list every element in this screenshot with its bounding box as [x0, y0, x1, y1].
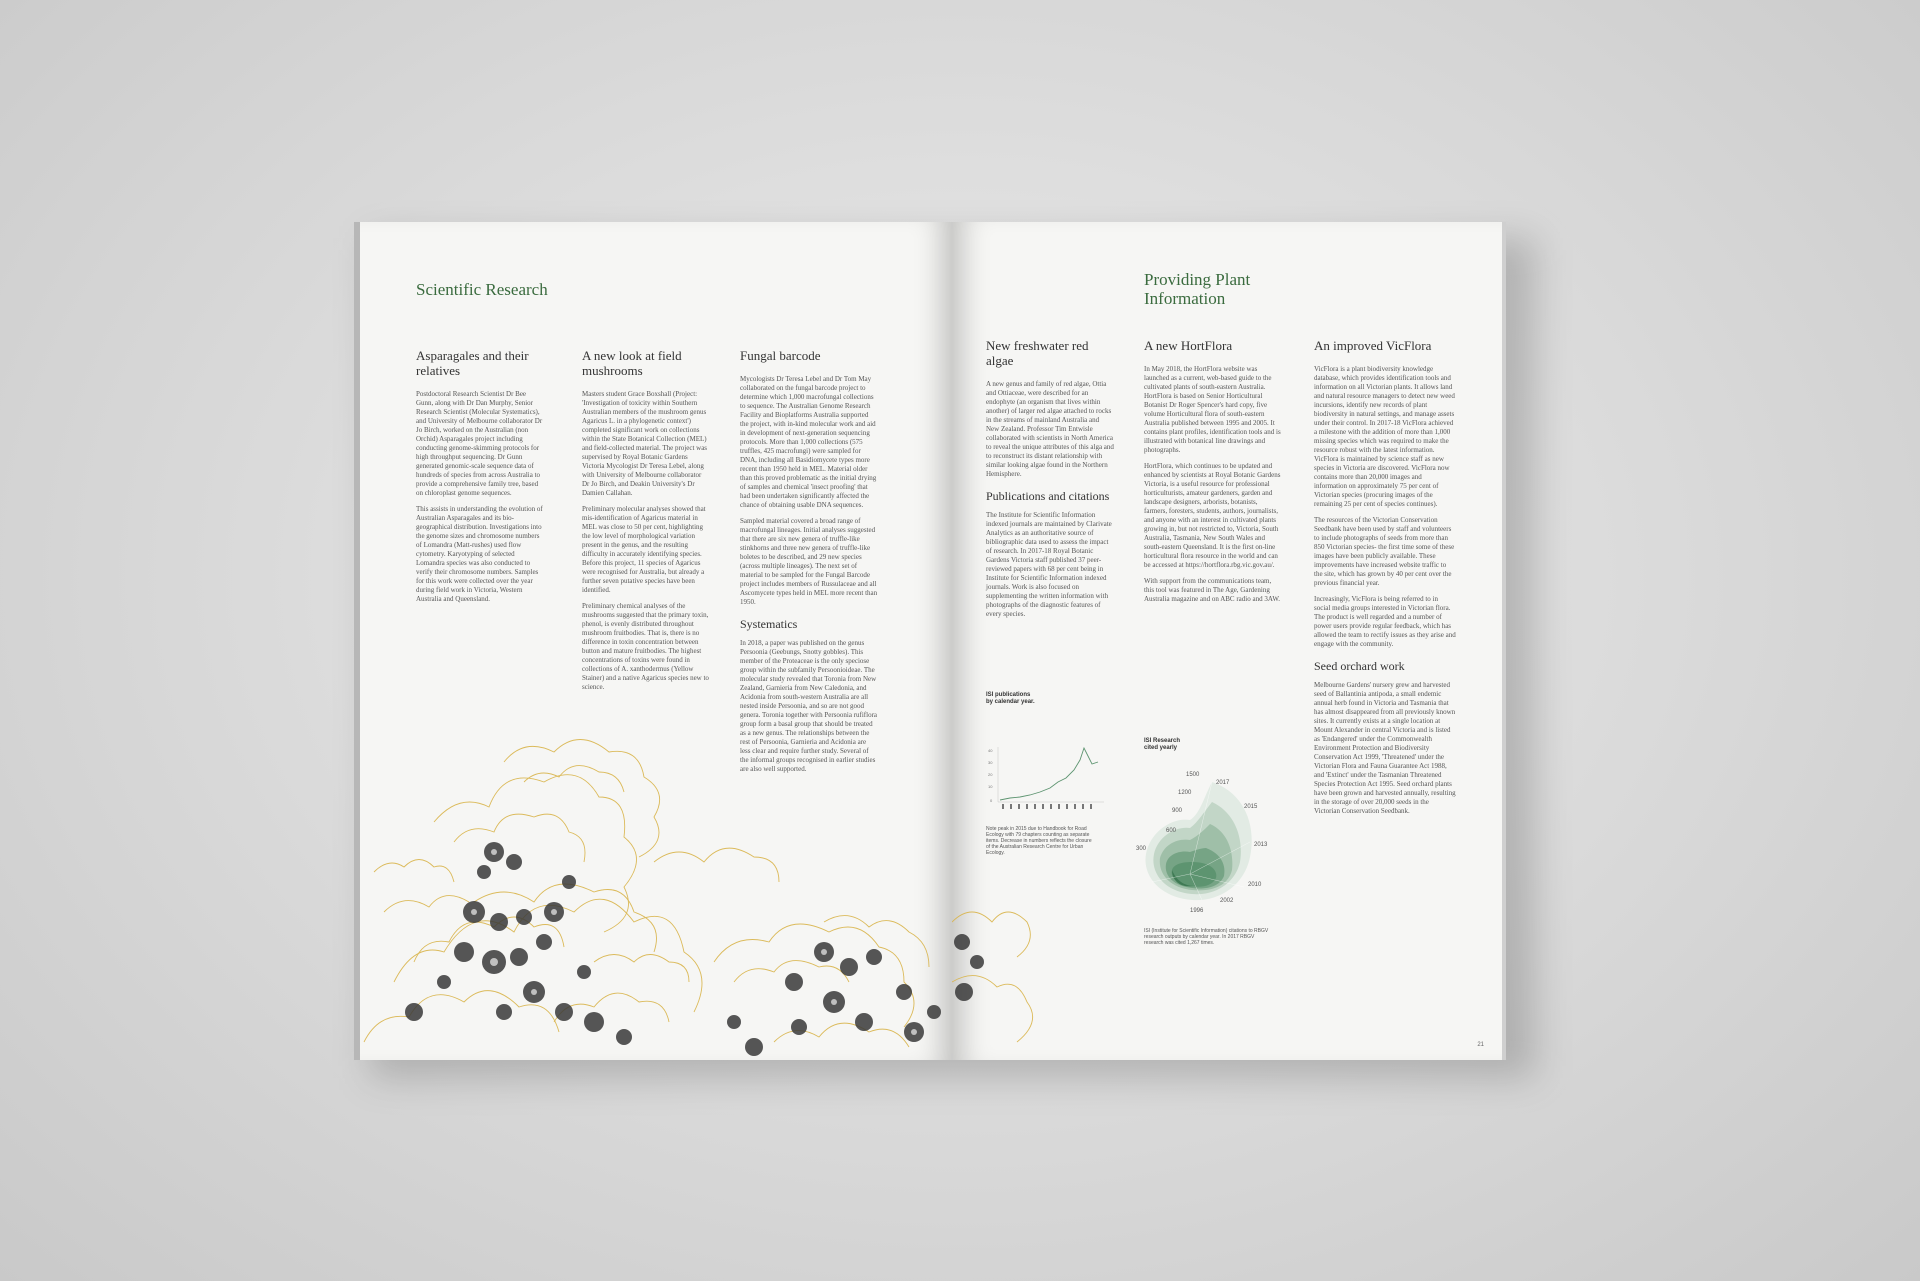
- heading-vicflora: An improved VicFlora: [1314, 338, 1432, 353]
- paragraph: Increasingly, VicFlora is being referred to in social media groups interested in Victorian flora. The product is well regarded and a number of power users provide regular feedback, which has allowed the team to rectify issues as they arise and engage with the community.: [1314, 595, 1456, 648]
- column-hortflora: [1144, 338, 1282, 611]
- heading-fungal-barcode: Fungal barcode: [740, 348, 821, 363]
- column-asparagales: [416, 348, 544, 611]
- paragraph: Melbourne Gardens' nursery grew and harvested seed of Ballantinia antipoda, a small endemic annual herb found in Victoria and Tasmania that has almost disappeared from all previously known sites. It currently exists at a single location at Mount Alexander in central Victoria and is listed as 'Endangered' under the Commonwealth Environment Protection and Biodiversity Conservation Act 1999, 'Threatened' under the Victorian Flora and Fauna Guarantee Act 1988, and 'Extinct' under the Tasmanian Threatened Species Protection Act 1995. Seed orchard plants have been grown and harvested annually, resulting in the storage of over 20,000 seeds in the Victorian Conservation Seedbank.: [1314, 681, 1456, 815]
- svg-text:2015: 2015: [1244, 804, 1258, 810]
- line-chart-x-ticks: [1002, 804, 1092, 809]
- paragraph: VicFlora is a plant biodiversity knowledge database, which provides identification tools and information on all Victorian plants. It allows land and natural resource managers to detect new weed incursions, identify new records of plant biodiversity in natural settings, and manage assets under their control. In 2017-18 VicFlora achieved a milestone with the addition of more than 1,000 missing species which was required to make the resource robust with the latest information. VicFlora is maintained by science staff as new species in Victoria are discovered. VicFlora now contains more than 20,000 images and information on approximately 75 per cent of Victorian species (procuring images of the remaining 25 per cent of species continues).: [1314, 365, 1455, 508]
- spiral-chart-label-line1: ISI Research: [1144, 738, 1181, 744]
- paragraph: A new genus and family of red algae, Ottia and Ottiaceae, were described for an endophyte (an organism that lives within another) of larger red algae attached to rocks in the streams of mainland Australia and New Zealand. Professor Tim Entwisle collaborated with scientists in North America to reveal the unique attributes of this alga and to reconstruct its distant relationship with similar looking algae found in the Northern Hemisphere.: [986, 380, 1114, 478]
- paragraph: Mycologists Dr Teresa Lebel and Dr Tom May collaborated on the fungal barcode project to determine which 1,000 macrofungal collections to sequence. The Australian Genome Research Facility and Bioplatforms Australia supported the project, with in-kind molecular work and aid in development of next-generation sequencing protocols. More than 1,000 collections (575 truffles, 425 macrofungi) were sampled for DNA, including all Basidiomycete types more recent than 1950 held in MEL. Material older than this proved problematic as the initial drying of samples and chemical 'insect proofing' that had been undertaken significantly affected the chance of obtaining usable DNA sequences.: [740, 375, 877, 509]
- spiral-chart-label: [1144, 738, 1180, 752]
- svg-text:900: 900: [1172, 808, 1183, 814]
- spiral-chart-shape: [1145, 782, 1251, 900]
- page-number: 21: [1477, 1042, 1484, 1048]
- heading-red-algae: New freshwater red algae: [986, 338, 1089, 368]
- right-page: [952, 222, 1506, 1060]
- line-chart-series: [1000, 748, 1098, 800]
- paragraph: This assists in understanding the evolution of Australian Asparagales and its bio-geographical distribution. Investigations into the genome sizes and chromosome numbers of Lomandra (Matt-rushes) used flow cytometry. Karyotyping of selected Lomandra species was also conducted to verify their chromosome numbers. Samples for this work were collected over the year during field work in Victoria, Western Australia and Queensland.: [416, 505, 543, 603]
- line-chart-label: [986, 692, 1035, 706]
- svg-text:2002: 2002: [1220, 898, 1234, 904]
- paragraph: Preliminary molecular analyses showed that mis-identification of Agaricus material in MEL was close to 50 per cent, highlighting the low level of morphological variation present in the genus, and the resulting difficulty in accurately identifying species. Before this project, 11 species of Agaricus were recognised for Australia, but already a further seven putative species have been identified.: [582, 505, 706, 594]
- line-chart: [986, 742, 1106, 822]
- column-fungal-barcode: [740, 348, 878, 781]
- line-chart-label-line1: ISI publications: [986, 692, 1031, 698]
- heading-systematics: Systematics: [740, 617, 798, 631]
- svg-text:600: 600: [1166, 828, 1177, 834]
- svg-text:300: 300: [1136, 846, 1147, 852]
- heading-field-mushrooms: A new look at field mushrooms: [582, 348, 682, 378]
- spiral-chart-label-line2: cited yearly: [1144, 745, 1178, 751]
- heading-publications: Publications and citations: [986, 489, 1110, 503]
- heading-seed-orchard: Seed orchard work: [1314, 659, 1405, 673]
- section-title-line1: Providing Plant: [1144, 270, 1251, 289]
- svg-text:10: 10: [988, 784, 993, 789]
- svg-text:2010: 2010: [1248, 882, 1262, 888]
- section-title-line2: Information: [1144, 289, 1226, 308]
- heading-hortflora: A new HortFlora: [1144, 338, 1233, 353]
- svg-text:1996: 1996: [1190, 908, 1204, 914]
- paragraph: Postdoctoral Research Scientist Dr Bee Gunn, along with Dr Dan Murphy, Senior Research Scientist (Molecular Systematics), and University of Melbourne collaborator Dr Jo Birch, worked on the Australian (non Orchid) Asparagales project including conducting genome-skimming protocols for high throughput sequencing. Dr Gunn generated genomic-scale sequence data of hundreds of species from across Australia to provide a comprehensive family tree, based on chloroplast genome sequences.: [416, 390, 543, 497]
- paragraph: In May 2018, the HortFlora website was launched as a current, web-based guide to the cultivated plants of south-eastern Australia. HortFlora is based on Senior Horticultural Botanist Dr Roger Spencer's hard copy, five volume Horticultural flora of south-eastern Australia published between 1995 and 2005. It contains plant profiles, identification tools and is illustrated with botanical line drawings and photographs.: [1144, 365, 1281, 454]
- left-page: [354, 222, 952, 1060]
- svg-text:30: 30: [988, 760, 993, 765]
- svg-text:2013: 2013: [1254, 842, 1268, 848]
- column-vicflora: [1314, 338, 1456, 823]
- spiral-chart: [1132, 762, 1282, 922]
- svg-text:1200: 1200: [1178, 790, 1192, 796]
- svg-text:2017: 2017: [1216, 780, 1230, 786]
- column-red-algae: [986, 338, 1114, 626]
- paragraph: The resources of the Victorian Conservation Seedbank have been used by staff and volunteers to include photographs of seeds from more than 850 Victorian species- the first time some of these images have been publicly available. These improvements have increased website traffic to the site, which has grown by 40 per cent over the previous financial year.: [1314, 516, 1455, 587]
- paragraph: The Institute for Scientific Information indexed journals are maintained by Clarivate Analytics as an authoritative source of bibliographic data used to assess the impact of research. In 2017-18 Royal Botanic Gardens Victoria staff published 37 peer-reviewed papers with 68 per cent being in Institute for Scientific Information indexed journals. Work is also focused on supplementing the written information with photographs of the diagnostic features of every species.: [986, 511, 1112, 618]
- svg-text:0: 0: [990, 798, 993, 803]
- column-field-mushrooms: [582, 348, 710, 699]
- svg-text:20: 20: [988, 772, 993, 777]
- section-title-scientific-research: Scientific Research: [416, 280, 548, 299]
- paragraph: HortFlora, which continues to be updated and enhanced by scientists at Royal Botanic Gardens Victoria, is a useful resource for professional horticulturists, amateur gardeners, garden and landscape designers, arborists, botanists, farmers, foresters, students, authors, journalists, and anyone with an interest in cultivated plants growing in, but not restricted to, Victoria, South Australia, Tasmania, New South Wales and south-eastern Queensland. It is the first on-line horticultural flora resource in the world and can be accessed at https://hortflora.rbg.vic.gov.au/.: [1144, 462, 1281, 569]
- paragraph: In 2018, a paper was published on the genus Persoonia (Geebungs, Snotty gobbles). This member of the Proteaceae is the only speciose group within the subfamily Persoonioideae. The molecular study revealed that Toronia from New Zealand, Garnieria from New Caledonia, and Acidonia from south-western Australia are all nested inside Persoonia, and so are not good genera. Toronia together with Persoonia rufiflora group form a basal group that should be treated as a new genus. The relationships between the rest of Persoonia, Garnieria and Acidonia are less clear and require further study. Several of the informal groups recognised in earlier studies are also well supported.: [740, 639, 878, 773]
- paragraph: Masters student Grace Boxshall (Project: 'Investigation of toxicity within Southern Australian members of the mushroom genus Agaricus L. in a phylogenetic context') completed significant work on collections within the State Botanical Collection (MEL) and field-collected material. The project was supervised by Royal Botanic Gardens Victoria Mycologist Dr Teresa Lebel, along with University of Melbourne collaborator Dr Jo Birch, and Deakin University's Dr Damien Callahan.: [582, 390, 708, 497]
- paragraph: With support from the communications team, this tool was featured in The Age, Gardening Australia magazine and on ABC radio and 3AW.: [1144, 577, 1281, 603]
- section-title-plant-information: [1144, 270, 1250, 308]
- heading-asparagales: Asparagales and their relatives: [416, 348, 529, 378]
- spiral-chart-note: ISI (Institute for Scientific Information) citations to RBGV research outputs by calendar year. In 2017 RBGV research was cited 1,267 times.: [1144, 928, 1269, 946]
- paragraph: Preliminary chemical analyses of the mushrooms suggested that the primary toxin, phenol, is evenly distributed throughout mushroom fruitbodies. That is, there is no difference in toxin concentration between button and mature fruitbodies. The highest concentrations of toxins were found in collections of A. xanthodermus (Yellow Stainer) and a native Agaricus species new to science.: [582, 602, 709, 691]
- line-chart-note: Note peak in 2015 due to Handbook for Road Ecology with 79 chapters counting as separate items. Decrease in numbers reflects the closure of the Australian Research Centre for Urban Ecology.: [986, 826, 1092, 856]
- paragraph: Sampled material covered a broad range of macrofungal lineages. Initial analyses suggested that there are six new genera of truffle-like stinkhorns and three new genera of truffle-like boletes to be described, and 29 new species (across multiple lineages). The next set of material to be sampled for the Fungal Barcode project includes members of Russulaceae and all Ascomycete types held in MEL more recent than 1950.: [740, 517, 878, 606]
- svg-text:40: 40: [988, 748, 993, 753]
- line-chart-y-ticks: [988, 748, 993, 803]
- svg-text:1500: 1500: [1186, 772, 1200, 778]
- line-chart-label-line2: by calendar year.: [986, 699, 1035, 705]
